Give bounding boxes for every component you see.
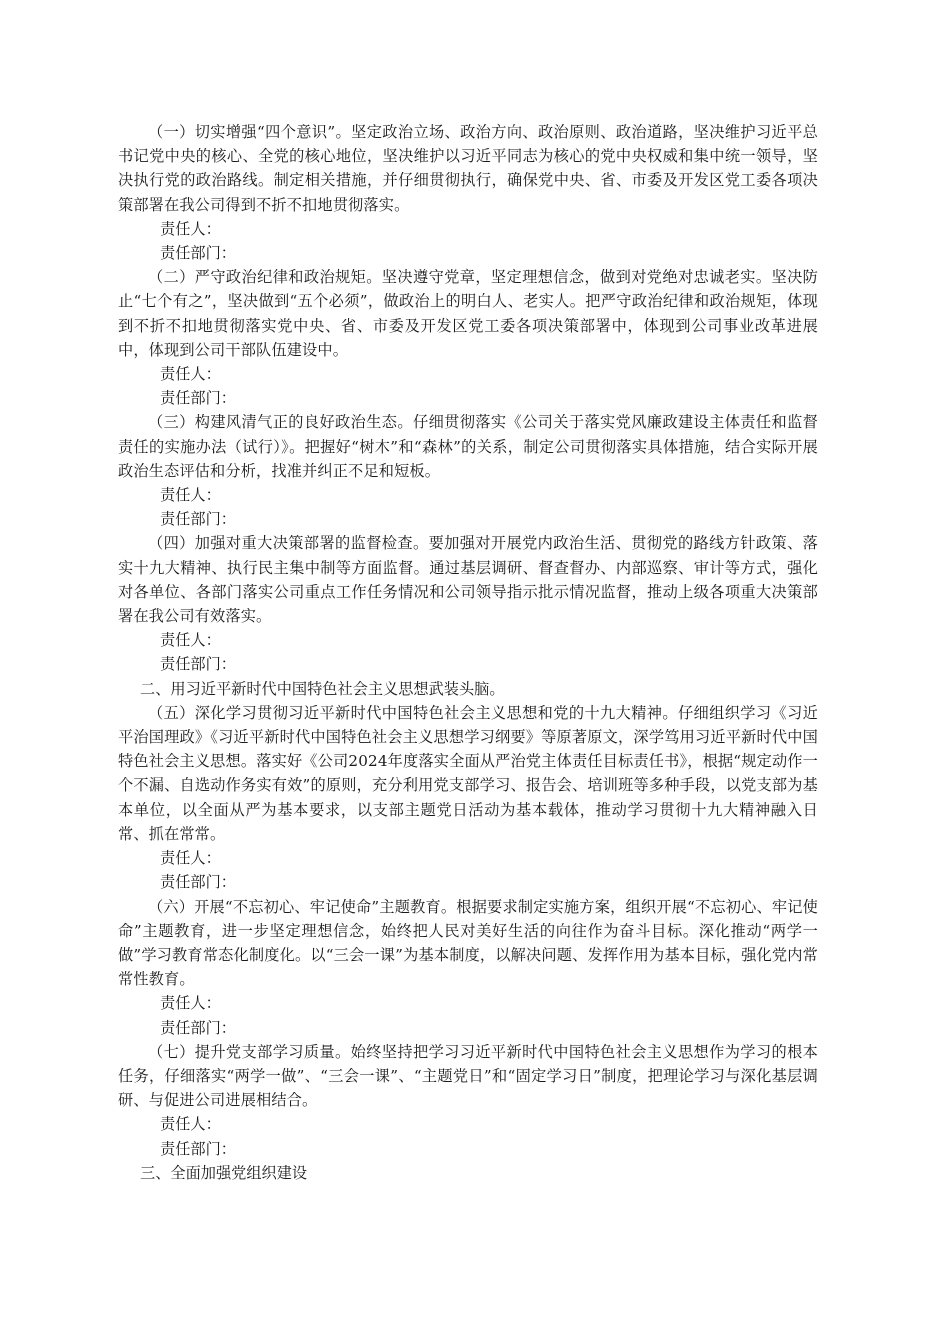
section-heading-3: 三、全面加强党组织建设	[140, 1163, 308, 1182]
paragraph-4: （四）加强对重大决策部署的监督检查。要加强对开展党内政治生活、贯彻党的路线方针政策、落实十九大精神、执行民主集中制等方面监督。通过基层调研、督查督办、内部巡察、审计等方式，强化对各单位、各部门落实公司重点工作任务情况和公司领导指示批示情况监督，推动上级各项重大决策部署在我公司有效落实。	[118, 534, 818, 626]
responsible-person-label: 责任人：	[160, 849, 221, 868]
paragraph-7: （七）提升党支部学习质量。始终坚持把学习习近平新时代中国特色社会主义思想作为学习的根本任务，仔细落实“两学一做”、“三会一课”、“主题党日”和“固定学习日”制度，把理论学习与深化基层调研、与促进公司进展相结合。	[118, 1042, 818, 1110]
responsible-person-label: 责任人：	[160, 994, 221, 1013]
responsible-person-label: 责任人：	[160, 1115, 221, 1134]
paragraph-5: （五）深化学习贯彻习近平新时代中国特色社会主义思想和党的十九大精神。仔细组织学习《习近平治国理政》《习近平新时代中国特色社会主义思想学习纲要》等原著原文，深学笃用习近平新时代中国特色社会主义思想。落实好《公司2024年度落实全面从严治党主体责任目标责任书》，根据“规定动作一个不漏、自选动作务实有效”的原则，充分利用党支部学习、报告会、培训班等多种手段，以党支部为基本单位，以全面从严为基本要求，以支部主题党日活动为基本载体，推动学习贯彻十九大精神融入日常、抓在常常。	[118, 703, 818, 843]
responsible-person-label: 责任人：	[160, 365, 221, 384]
responsible-department-label: 责任部门：	[160, 1018, 236, 1037]
document-body	[118, 120, 818, 1185]
responsible-department-label: 责任部门：	[160, 873, 236, 892]
paragraph-2: （二）严守政治纪律和政治规矩。坚决遵守党章，坚定理想信念，做到对党绝对忠诚老实。坚决防止“七个有之”，坚决做到“五个必须”，做政治上的明白人、老实人。把严守政治纪律和政治规矩，体现到不折不扣地贯彻落实党中央、省、市委及开发区党工委各项决策部署中，体现到公司事业改革进展中，体现到公司干部队伍建设中。	[118, 268, 818, 359]
responsible-department-label: 责任部门：	[160, 1139, 236, 1158]
paragraph-3: （三）构建风清气正的良好政治生态。仔细贯彻落实《公司关于落实党风廉政建设主体责任和监督责任的实施办法（试行）》。把握好“树木”和“森林”的关系，制定公司贯彻落实具体措施，结合实际开展政治生态评估和分析，找准并纠正不足和短板。	[118, 413, 818, 480]
responsible-person-label: 责任人：	[160, 219, 221, 238]
paragraph-1: （一）切实增强“四个意识”。坚定政治立场、政治方向、政治原则、政治道路，坚决维护习近平总书记党中央的核心、全党的核心地位，坚决维护以习近平同志为核心的党中央权威和集中统一领导，坚决执行党的政治路线。制定相关措施，并仔细贯彻执行，确保党中央、省、市委及开发区党工委各项决策部署在我公司得到不折不扣地贯彻落实。	[118, 123, 818, 214]
responsible-person-label: 责任人：	[160, 486, 221, 505]
responsible-department-label: 责任部门：	[160, 244, 236, 263]
paragraph-6: （六）开展“不忘初心、牢记使命”主题教育。根据要求制定实施方案，组织开展“不忘初心、牢记使命”主题教育，进一步坚定理想信念，始终把人民对美好生活的向往作为奋斗目标。深化推动“两学一做”学习教育常态化制度化。以“三会一课”为基本制度，以解决问题、发挥作用为基本目标，强化党内常常性教育。	[118, 897, 818, 989]
responsible-person-label: 责任人：	[160, 631, 221, 650]
responsible-department-label: 责任部门：	[160, 655, 236, 674]
section-heading-2: 二、用习近平新时代中国特色社会主义思想武装头脑。	[140, 679, 505, 698]
responsible-department-label: 责任部门：	[160, 510, 236, 529]
responsible-department-label: 责任部门：	[160, 389, 236, 408]
